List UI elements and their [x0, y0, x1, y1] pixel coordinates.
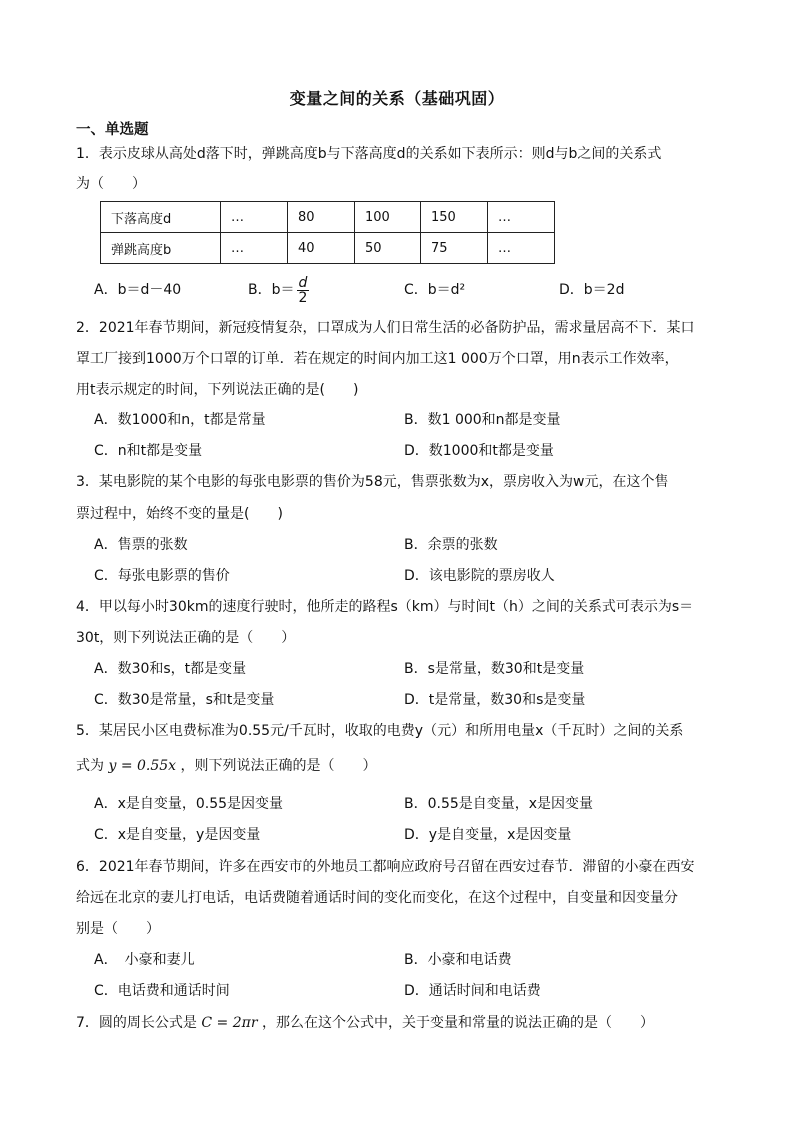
- question-6-text-cont: 给远在北京的妻儿打电话，电话费随着通话时间的变化而变化，在这个过程中，自变量和因变量分: [76, 890, 678, 906]
- question-6-text: 6．2021年春节期间，许多在西安市的外地员工都响应政府号召留在西安过春节．滞留的小豪在西安: [76, 859, 695, 875]
- question-7-suffix: ，那么在这个公式中，关于变量和常量的说法正确的是（ ）: [261, 1015, 654, 1031]
- question-4-text-cont: 30t，则下列说法正确的是（ ）: [76, 630, 296, 646]
- table-cell: …: [221, 233, 288, 264]
- table-cell: 75: [421, 233, 488, 264]
- question-7-text: [76, 1013, 726, 1033]
- question-1-text: 1．表示皮球从高处d落下时，弹跳高度b与下落高度d的关系如下表所示：则d与b之间的关系式: [76, 146, 662, 162]
- question-1-option-d: D．b＝2d: [559, 282, 625, 298]
- table-cell: …: [488, 202, 555, 233]
- question-6-option-a: A． 小豪和妻儿: [94, 952, 195, 968]
- table-cell: 弹跳高度b: [101, 233, 221, 264]
- question-1-text-cont: 为（ ）: [76, 176, 146, 192]
- question-6-option-d: D．通话时间和电话费: [404, 983, 541, 999]
- question-5-formula: y = 0.55x: [108, 758, 177, 774]
- question-7-prefix: 7．圆的周长公式是: [76, 1015, 197, 1031]
- question-6-text-cont2: 别是（ ）: [76, 921, 160, 937]
- table-cell: …: [488, 233, 555, 264]
- table-cell: 150: [421, 202, 488, 233]
- question-4-option-d: D．t是常量，数30和s是变量: [404, 692, 586, 708]
- question-1-option-c: C．b＝d²: [404, 282, 466, 298]
- question-3-option-c: C．每张电影票的售价: [94, 568, 230, 584]
- question-3-option-a: A．售票的张数: [94, 537, 188, 553]
- question-2-option-a: A．数1000和n，t都是常量: [94, 412, 266, 428]
- question-4-option-c: C．数30是常量，s和t是变量: [94, 692, 275, 708]
- question-5-option-a: A．x是自变量，0.55是因变量: [94, 796, 284, 812]
- question-7-formula: C = 2πr: [201, 1015, 258, 1031]
- question-5-option-c: C．x是自变量，y是因变量: [94, 827, 261, 843]
- question-6-option-c: C．电话费和通话时间: [94, 983, 230, 999]
- question-1-table: [100, 201, 555, 264]
- question-3-option-b: B．余票的张数: [404, 537, 498, 553]
- table-cell: 40: [288, 233, 355, 264]
- question-5-suffix: ，则下列说法正确的是（ ）: [180, 758, 377, 774]
- table-row: [101, 233, 555, 264]
- question-4-text: 4．甲以每小时30km的速度行驶时，他所走的路程s（km）与时间t（h）之间的关系式可表示为s＝: [76, 599, 694, 615]
- fraction-numerator: d: [297, 276, 310, 291]
- question-1-option-a: A．b＝d－40: [94, 282, 182, 298]
- question-2-text-cont: 罩工厂接到1000万个口罩的订单．若在规定的时间内加工这1 000万个口罩，用n表示工作效率，: [76, 351, 679, 367]
- section-heading: 一、单选题: [76, 122, 149, 138]
- question-5-option-b: B．0.55是自变量，x是因变量: [404, 796, 594, 812]
- question-5-text: 5．某居民小区电费标准为0.55元/千瓦时，收取的电费y（元）和所用电量x（千瓦时）之间的关系: [76, 723, 684, 739]
- table-row: [101, 202, 555, 233]
- question-2-text: 2．2021年春节期间，新冠疫情复杂，口罩成为人们日常生活的必备防护品，需求量居高不下．某口: [76, 320, 695, 336]
- question-6-option-b: B．小豪和电话费: [404, 952, 512, 968]
- table-cell: 80: [288, 202, 355, 233]
- question-5-prefix: 式为: [76, 758, 104, 774]
- question-3-option-d: D．该电影院的票房收人: [404, 568, 555, 584]
- question-3-text: 3．某电影院的某个电影的每张电影票的售价为58元，售票张数为x，票房收入为w元，在这个售: [76, 474, 669, 490]
- fraction-denominator: 2: [298, 289, 308, 306]
- option-b-prefix: B．b＝: [248, 282, 295, 298]
- question-2-option-b: B．数1 000和n都是变量: [404, 412, 561, 428]
- question-5-text-cont: [76, 756, 726, 776]
- question-1-option-b: [248, 268, 309, 312]
- question-2-text-cont2: 用t表示规定的时间，下列说法正确的是( ): [76, 382, 359, 398]
- fraction: [297, 276, 310, 305]
- question-5-option-d: D．y是自变量，x是因变量: [404, 827, 572, 843]
- question-2-option-d: D．数1000和t都是变量: [404, 443, 554, 459]
- question-3-text-cont: 票过程中，始终不变的量是( ): [76, 506, 283, 522]
- question-4-option-b: B．s是常量，数30和t是变量: [404, 661, 585, 677]
- table-cell: 下落高度d: [101, 202, 221, 233]
- question-4-option-a: A．数30和s，t都是变量: [94, 661, 247, 677]
- table-cell: …: [221, 202, 288, 233]
- table-cell: 100: [355, 202, 421, 233]
- question-2-option-c: C．n和t都是变量: [94, 443, 203, 459]
- page-title: 变量之间的关系（基础巩固）: [289, 89, 505, 108]
- table-cell: 50: [355, 233, 421, 264]
